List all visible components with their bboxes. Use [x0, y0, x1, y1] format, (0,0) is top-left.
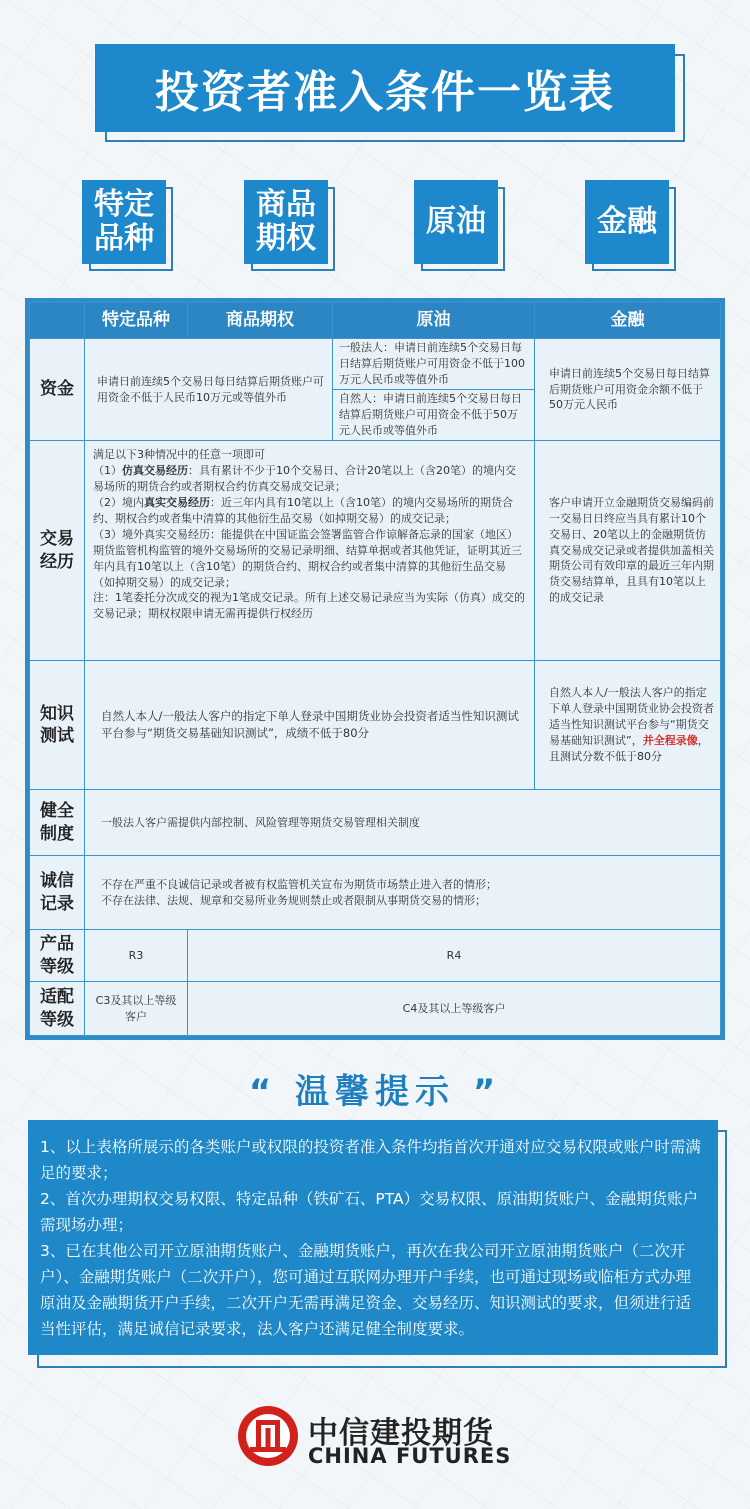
row-label-knowledge: 知识 测试 [29, 660, 85, 790]
title-banner [95, 44, 675, 132]
system-text: 一般法人客户需提供内部控制、风险管理等期货交易管理相关制度 [84, 789, 721, 856]
header-oil: 原油 [332, 302, 535, 339]
row-label-experience: 交易 经历 [29, 440, 85, 661]
integrity-text [84, 855, 721, 930]
experience-item-1: （1）仿真交易经历：具有累计不少于10个交易日、合计20笔以上（含20笔）的境内交易场所的期货合约或者期权合约仿真交易成交记录； [93, 463, 516, 493]
experience-item-2: （2）境内真实交易经历：近三年内具有10笔以上（含10笔）的境内交易场所的期货合约、期权合约或者集中清算的其他衍生品交易（如掉期交易）的成交记录； [93, 495, 513, 525]
integrity-line-2: 不存在法律、法规、规章和交易所业务规则禁止或者限制从事期货交易的情形； [101, 893, 486, 907]
product-level-special: R3 [84, 929, 188, 982]
row-label-capital: 资金 [29, 338, 85, 441]
experience-item-3: （3）境外真实交易经历：能提供在中国证监会签署监管合作谅解备忘录的国家（地区）期货监管机构监管的境外交易场所的交易记录明细、结算单据或者其他凭证，证明其近三年内具有10笔以上（含10笔）的期货合约、期权合约或者集中清算的其他衍生品交易（如掉期交易）的成交记录； [93, 527, 522, 589]
experience-main [84, 440, 535, 661]
tip-item-2: 2、首次办理期权交易权限、特定品种（铁矿石、PTA）交易权限、原油期货账户、金融期货账户需现场办理； [40, 1190, 699, 1235]
company-logo [236, 1404, 526, 1474]
capital-finance: 申请日前连续5个交易日每日结算后期货账户可用资金余额不低于50万元人民币 [534, 338, 721, 441]
category-label-options: 商品 期权 [244, 180, 328, 264]
knowledge-main: 自然人本人/一般法人客户的指定下单人登录中国期货业协会投资者适当性知识测试平台参与“期货交易基础知识测试”，成绩不低于80分 [84, 660, 535, 790]
tip-item-1: 1、以上表格所展示的各类账户或权限的投资者准入条件均指首次开通对应交易权限或账户时需满足的要求； [40, 1138, 701, 1183]
row-label-integrity: 诚信 记录 [29, 855, 85, 930]
recording-required: 并全程录像 [642, 733, 698, 747]
category-label-oil: 原油 [414, 180, 498, 264]
category-tile-special [82, 180, 166, 264]
category-label-finance: 金融 [585, 180, 669, 264]
tips-box [28, 1120, 718, 1355]
category-tile-options [244, 180, 328, 264]
citic-logo-icon [236, 1404, 300, 1468]
integrity-line-1: 不存在严重不良诚信记录或者被有权监管机关宣布为期货市场禁止进入者的情形； [101, 877, 497, 891]
experience-finance: 客户申请开立金融期货交易编码前一交易日日终应当具有累计10个交易日、20笔以上的金融期货仿真交易成交记录或者提供加盖相关期货公司有效印章的最近三年内期货交易结算单，且具有10笔以上的成交记录 [534, 440, 721, 661]
header-finance: 金融 [534, 302, 721, 339]
header-corner [29, 302, 85, 339]
knowledge-finance: 自然人本人/一般法人客户的指定下单人登录中国期货业协会投资者适当性知识测试平台参与“期货交易基础知识测试”，并全程录像，且测试分数不低于80分 [534, 660, 721, 790]
header-options: 商品期权 [187, 302, 333, 339]
category-tile-finance [585, 180, 669, 264]
row-label-match-level: 适配 等级 [29, 981, 85, 1036]
capital-special-options: 申请日前连续5个交易日每日结算后期货账户可用资金不低于人民币10万元或等值外币 [84, 338, 333, 441]
category-label-special: 特定 品种 [82, 180, 166, 264]
product-level-others: R4 [187, 929, 721, 982]
row-label-system: 健全 制度 [29, 789, 85, 856]
capital-oil-legal: 一般法人：申请日前连续5个交易日每日结算后期货账户可用资金不低于100万元人民币或等值外币 [332, 338, 535, 390]
header-special: 特定品种 [84, 302, 188, 339]
experience-note: 注：1笔委托分次成交的视为1笔成交记录。所有上述交易记录应当为实际（仿真）成交的交易记录；期权权限申请无需再提供行权经历 [93, 591, 525, 621]
logo-chinese: 中信建投期货 [308, 1416, 494, 1451]
requirements-table [25, 298, 725, 1040]
capital-oil-natural: 自然人：申请日前连续5个交易日每日结算后期货账户可用资金不低于50万元人民币或等值外币 [332, 389, 535, 441]
tip-item-3: 3、已在其他公司开立原油期货账户、金融期货账户，再次在我公司开立原油期货账户（二次开户）、金融期货账户（二次开户），您可通过互联网办理开户手续，也可通过现场或临柜方式办理原油及金融期货开户手续，二次开户无需再满足资金、交易经历、知识测试的要求，但须进行适当性评估，满足诚信记录要求，法人客户还满足健全制度要求。 [40, 1242, 692, 1339]
match-level-special: C3及其以上等级客户 [84, 981, 188, 1036]
row-label-product-level: 产品 等级 [29, 929, 85, 982]
logo-english: CHINA FUTURES [308, 1444, 512, 1468]
page-title: 投资者准入条件一览表 [95, 44, 675, 132]
match-level-others: C4及其以上等级客户 [187, 981, 721, 1036]
tips-title: “ 温馨提示 ” [248, 1072, 502, 1112]
experience-intro: 满足以下3种情况中的任意一项即可 [93, 448, 265, 461]
category-tile-oil [414, 180, 498, 264]
